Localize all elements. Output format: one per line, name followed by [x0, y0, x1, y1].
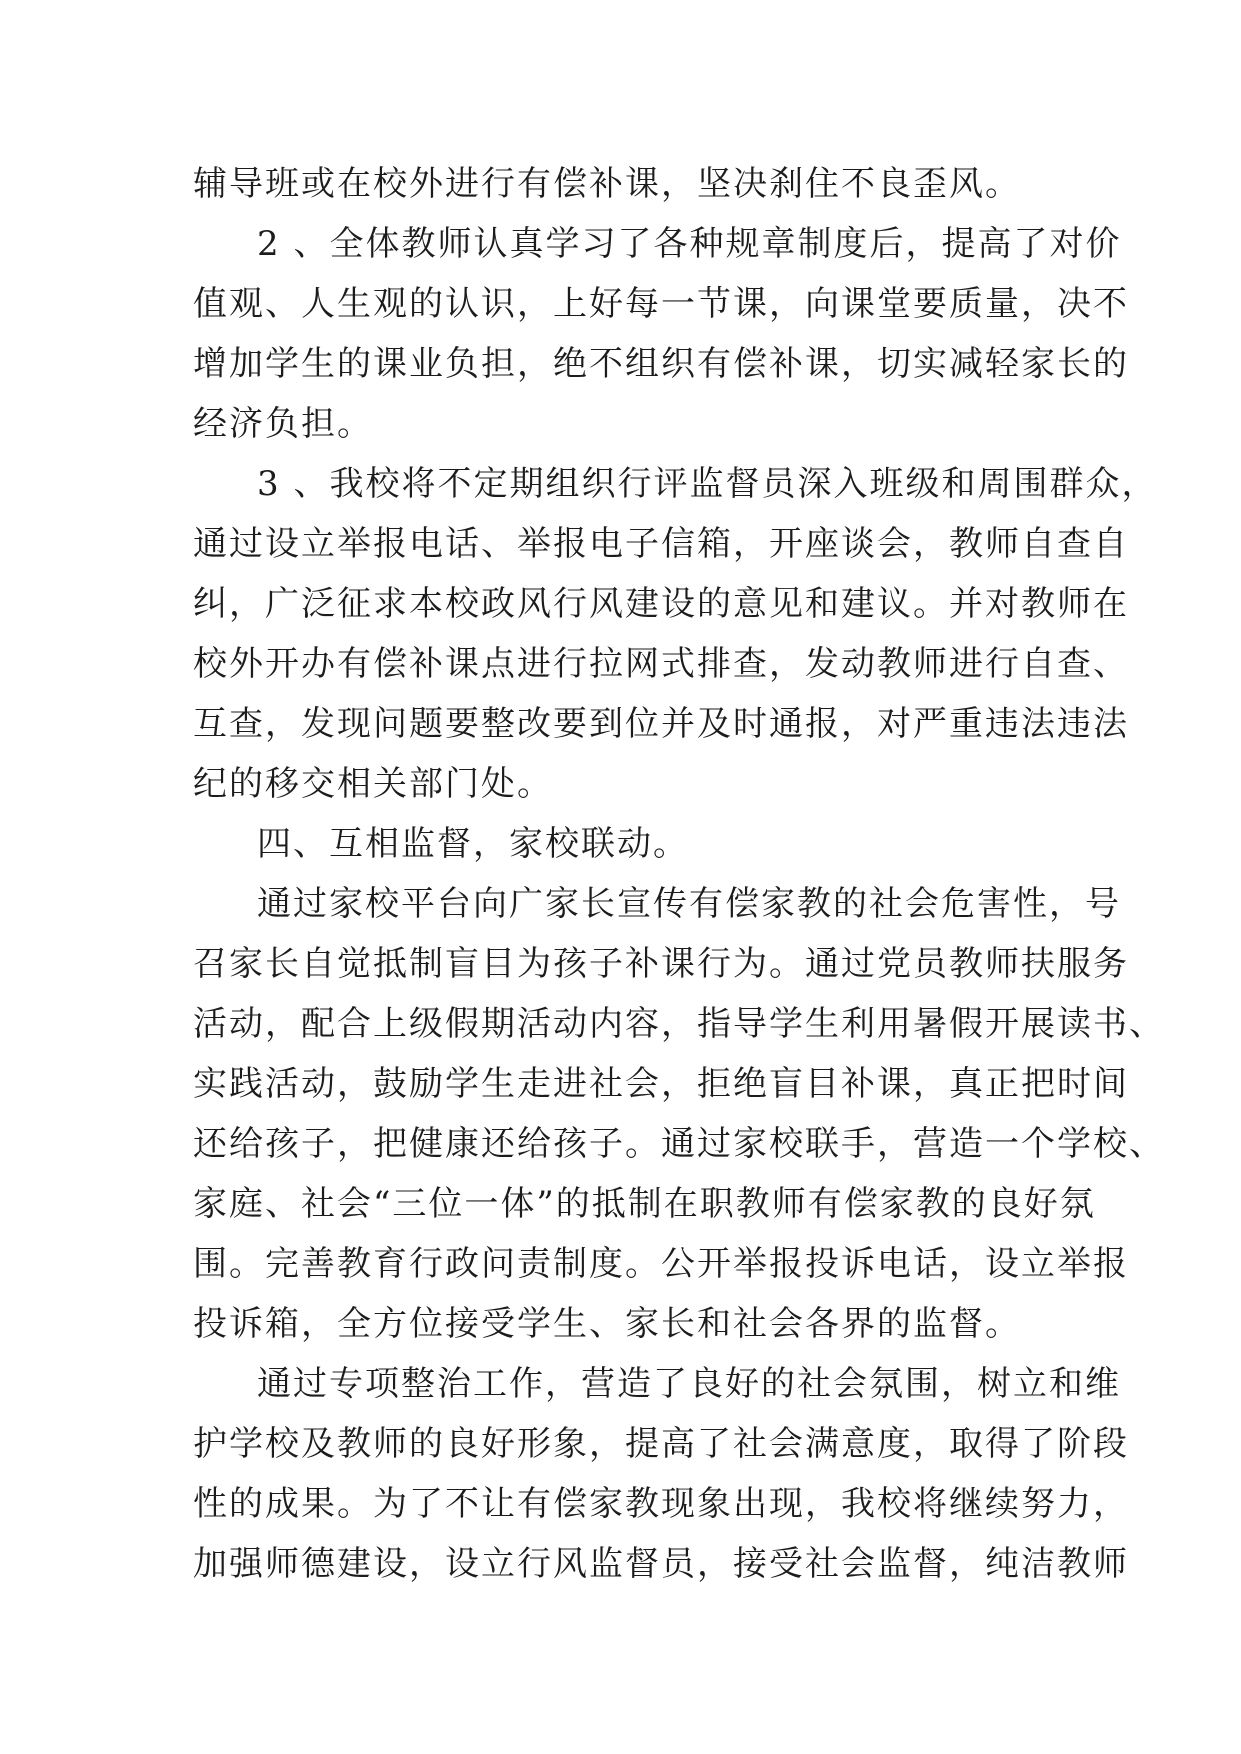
document-body	[193, 154, 1165, 1594]
text-line: 3 、我校将不定期组织行评监督员深入班级和周围群众，	[257, 464, 1158, 504]
text-line: 实践活动，鼓励学生走进社会，拒绝盲目补课，真正把时间	[193, 1064, 1129, 1104]
text-line: 经济负担。	[193, 404, 373, 444]
section-heading: 四、互相监督，家校联动。	[257, 824, 689, 864]
text-line: 纪的移交相关部门处。	[193, 764, 553, 804]
text-line: 护学校及教师的良好形象，提高了社会满意度，取得了阶段	[193, 1424, 1129, 1464]
text-line: 校外开办有偿补课点进行拉网式排查，发动教师进行自查、	[193, 644, 1129, 684]
text-line: 家庭、社会“三位一体”的抵制在职教师有偿家教的良好氛	[193, 1184, 1096, 1224]
text-line: 互查，发现问题要整改要到位并及时通报，对严重违法违法	[193, 704, 1129, 744]
text-line: 值观、人生观的认识，上好每一节课，向课堂要质量，决不	[193, 284, 1129, 324]
text-line: 投诉箱，全方位接受学生、家长和社会各界的监督。	[193, 1304, 1021, 1344]
text-line: 2 、全体教师认真学习了各种规章制度后，提高了对价	[257, 224, 1122, 264]
text-line: 围。完善教育行政问责制度。公开举报投诉电话，设立举报	[193, 1244, 1129, 1284]
text-line: 召家长自觉抵制盲目为孩子补课行为。通过党员教师扶服务	[193, 944, 1129, 984]
text-line: 性的成果。为了不让有偿家教现象出现，我校将继续努力，	[193, 1484, 1129, 1524]
text-line: 辅导班或在校外进行有偿补课，坚决刹住不良歪风。	[193, 164, 1021, 204]
text-line: 通过专项整治工作，营造了良好的社会氛围，树立和维	[257, 1364, 1121, 1404]
text-line: 加强师德建设，设立行风监督员，接受社会监督，纯洁教师	[193, 1544, 1129, 1584]
text-line: 还给孩子，把健康还给孩子。通过家校联手，营造一个学校、	[193, 1124, 1165, 1164]
text-line: 通过设立举报电话、举报电子信箱，开座谈会，教师自查自	[193, 524, 1129, 564]
text-line: 活动，配合上级假期活动内容，指导学生利用暑假开展读书、	[193, 1004, 1165, 1044]
text-line: 纠，广泛征求本校政风行风建设的意见和建议。并对教师在	[193, 584, 1129, 624]
text-line: 通过家校平台向广家长宣传有偿家教的社会危害性，号	[257, 884, 1121, 924]
text-line: 增加学生的课业负担，绝不组织有偿补课，切实减轻家长的	[193, 344, 1129, 384]
